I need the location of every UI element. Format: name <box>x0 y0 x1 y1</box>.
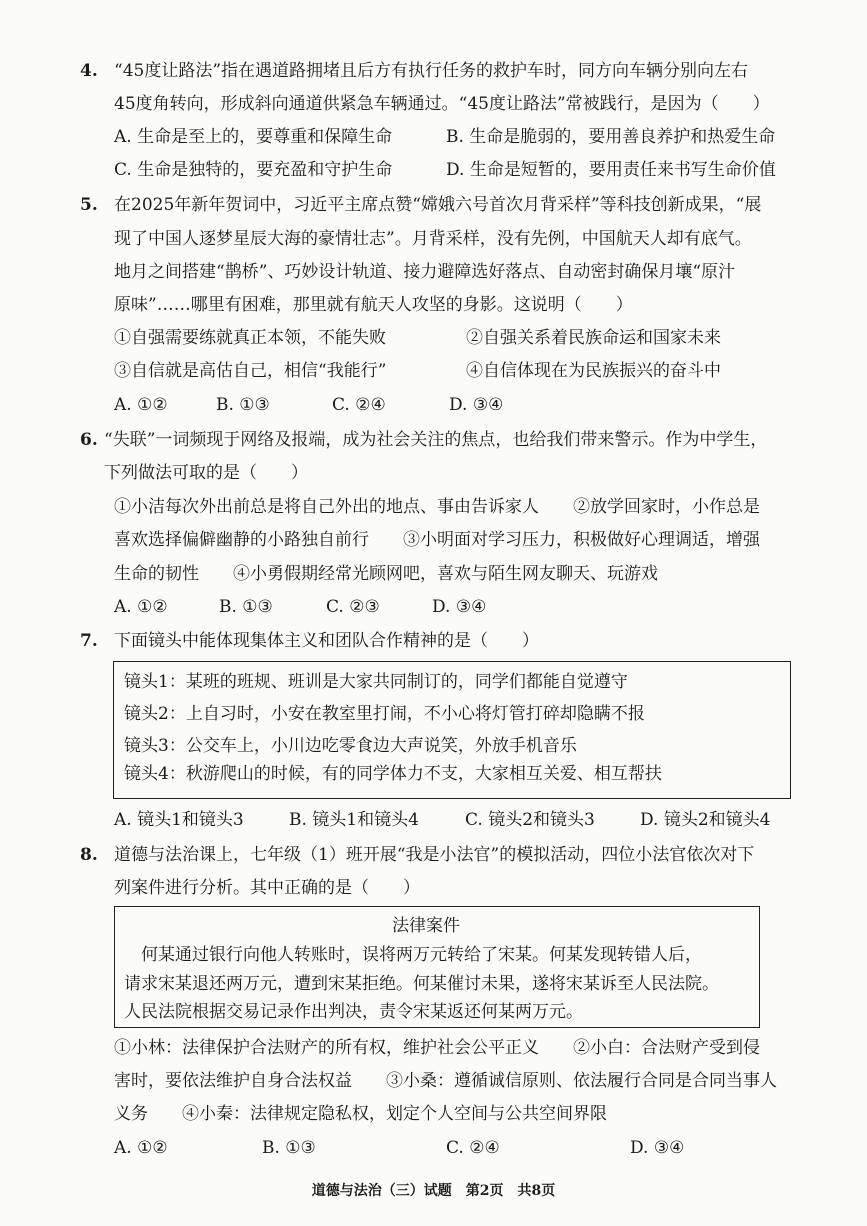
q5-statement-3: ③自信就是高估自己，相信“我能行” <box>114 361 387 381</box>
q6-option-d: D. ③④ <box>432 597 487 617</box>
q4-stem-line: “45度让路法”指在遇道路拥堵且后方有执行任务的救护车时，同方向车辆分别向左右 <box>114 61 749 81</box>
q5-stem-line: 地月之间搭建“鹊桥”、巧妙设计轨道、接力避障选好落点、自动密封确保月壤“原汁 <box>114 262 736 282</box>
q6-stem-line: 下列做法可取的是（ ） <box>104 463 308 483</box>
q4-option-b: B. 生命是脆弱的，要用善良养护和热爱生命 <box>446 127 776 147</box>
q8-option-d: D. ③④ <box>630 1138 685 1158</box>
q7-shot-4: 镜头4：秋游爬山的时候，有的同学体力不支，大家相互关爱、相互帮扶 <box>124 764 662 784</box>
q8-case-line: 人民法院根据交易记录作出判决，责令宋某返还何某两万元。 <box>124 1002 583 1022</box>
q5-number: 5. <box>80 195 98 215</box>
q8-analysis-line: 义务 ④小秦：法律规定隐私权，划定个人空间与公共空间界限 <box>114 1104 607 1124</box>
q7-option-b: B. 镜头1和镜头4 <box>289 810 419 830</box>
q5-stem-line: 现了中国人逐梦星辰大海的豪情壮志”。月背采样，没有先例，中国航天人却有底气。 <box>114 229 752 249</box>
q6-stem-line: “失联”一词频现于网络及报端，成为社会关注的焦点，也给我们带来警示。作为中学生， <box>104 430 768 450</box>
q8-analysis-line: 害时，要依法维护自身合法权益 ③小桑：遵循诚信原则、依法履行合同是合同当事人 <box>114 1071 777 1091</box>
q6-stem-line: ①小洁每次外出前总是将自己外出的地点、事由告诉家人 ②放学回家时，小作总是 <box>114 497 760 517</box>
q4-option-a: A. 生命是至上的，要尊重和保障生命 <box>114 127 393 147</box>
q8-option-a: A. ①② <box>114 1138 168 1158</box>
q8-analysis-line: ①小林：法律保护合法财产的所有权，维护社会公平正义 ②小白：合法财产受到侵 <box>114 1038 760 1058</box>
q4-number: 4. <box>80 61 98 81</box>
q7-option-d: D. 镜头2和镜头4 <box>640 810 771 830</box>
q4-option-c: C. 生命是独特的，要充盈和守护生命 <box>114 160 393 180</box>
q6-number: 6. <box>80 430 98 450</box>
q5-statement-2: ②自强关系着民族命运和国家未来 <box>466 328 721 348</box>
q7-shot-3: 镜头3：公交车上，小川边吃零食边大声说笑，外放手机音乐 <box>124 736 577 756</box>
q7-number: 7. <box>80 631 98 651</box>
q6-option-b: B. ①③ <box>219 597 273 617</box>
q7-option-a: A. 镜头1和镜头3 <box>114 810 244 830</box>
q7-shot-1: 镜头1：某班的班规、班训是大家共同制订的，同学们都能自觉遵守 <box>124 672 628 692</box>
q5-stem-line: 原味”……哪里有困难，那里就有航天人攻坚的身影。这说明（ ） <box>114 295 633 315</box>
q5-option-a: A. ①② <box>114 395 168 415</box>
q5-option-b: B. ①③ <box>216 395 270 415</box>
q6-stem-line: 喜欢选择偏僻幽静的小路独自前行 ③小明面对学习压力，积极做好心理调适，增强 <box>114 530 760 550</box>
q5-stem-line: 在2025年新年贺词中，习近平主席点赞“嫦娥六号首次月背采样”等科技创新成果，“展 <box>114 195 762 215</box>
q6-option-a: A. ①② <box>114 597 168 617</box>
q8-option-b: B. ①③ <box>262 1138 316 1158</box>
q5-statement-1: ①自强需要练就真正本领，不能失败 <box>114 328 386 348</box>
q5-option-d: D. ③④ <box>449 395 504 415</box>
q7-shot-2: 镜头2：上自习时，小安在教室里打闹，不小心将灯管打碎却隐瞒不报 <box>124 704 645 724</box>
q7-stem: 下面镜头中能体现集体主义和团队合作精神的是（ ） <box>114 631 539 651</box>
q7-option-c: C. 镜头2和镜头3 <box>465 810 595 830</box>
q6-option-c: C. ②③ <box>326 597 380 617</box>
q8-case-line: 何某通过银行向他人转账时，误将两万元转给了宋某。何某发现转错人后， <box>124 945 702 965</box>
q8-stem-line: 列案件进行分析。其中正确的是（ ） <box>114 878 420 898</box>
q8-case-line: 请求宋某退还两万元，遭到宋某拒绝。何某催讨未果，遂将宋某诉至人民法院。 <box>124 974 719 994</box>
q8-number: 8. <box>80 845 98 865</box>
q5-option-c: C. ②④ <box>332 395 386 415</box>
q8-option-c: C. ②④ <box>446 1138 500 1158</box>
q5-statement-4: ④自信体现在为民族振兴的奋斗中 <box>466 361 721 381</box>
q8-stem-line: 道德与法治课上，七年级（1）班开展“我是小法官”的模拟活动，四位小法官依次对下 <box>114 845 755 865</box>
q4-stem-line: 45度角转向，形成斜向通道供紧急车辆通过。“45度让路法”常被践行，是因为（ ） <box>114 94 770 114</box>
q8-case-title: 法律案件 <box>392 916 460 936</box>
q4-option-d: D. 生命是短暂的，要用责任来书写生命价值 <box>446 160 776 180</box>
q6-stem-line: 生命的韧性 ④小勇假期经常光顾网吧，喜欢与陌生网友聊天、玩游戏 <box>114 564 658 584</box>
page-footer: 道德与法治（三）试题 第2页 共8页 <box>311 1183 556 1199</box>
